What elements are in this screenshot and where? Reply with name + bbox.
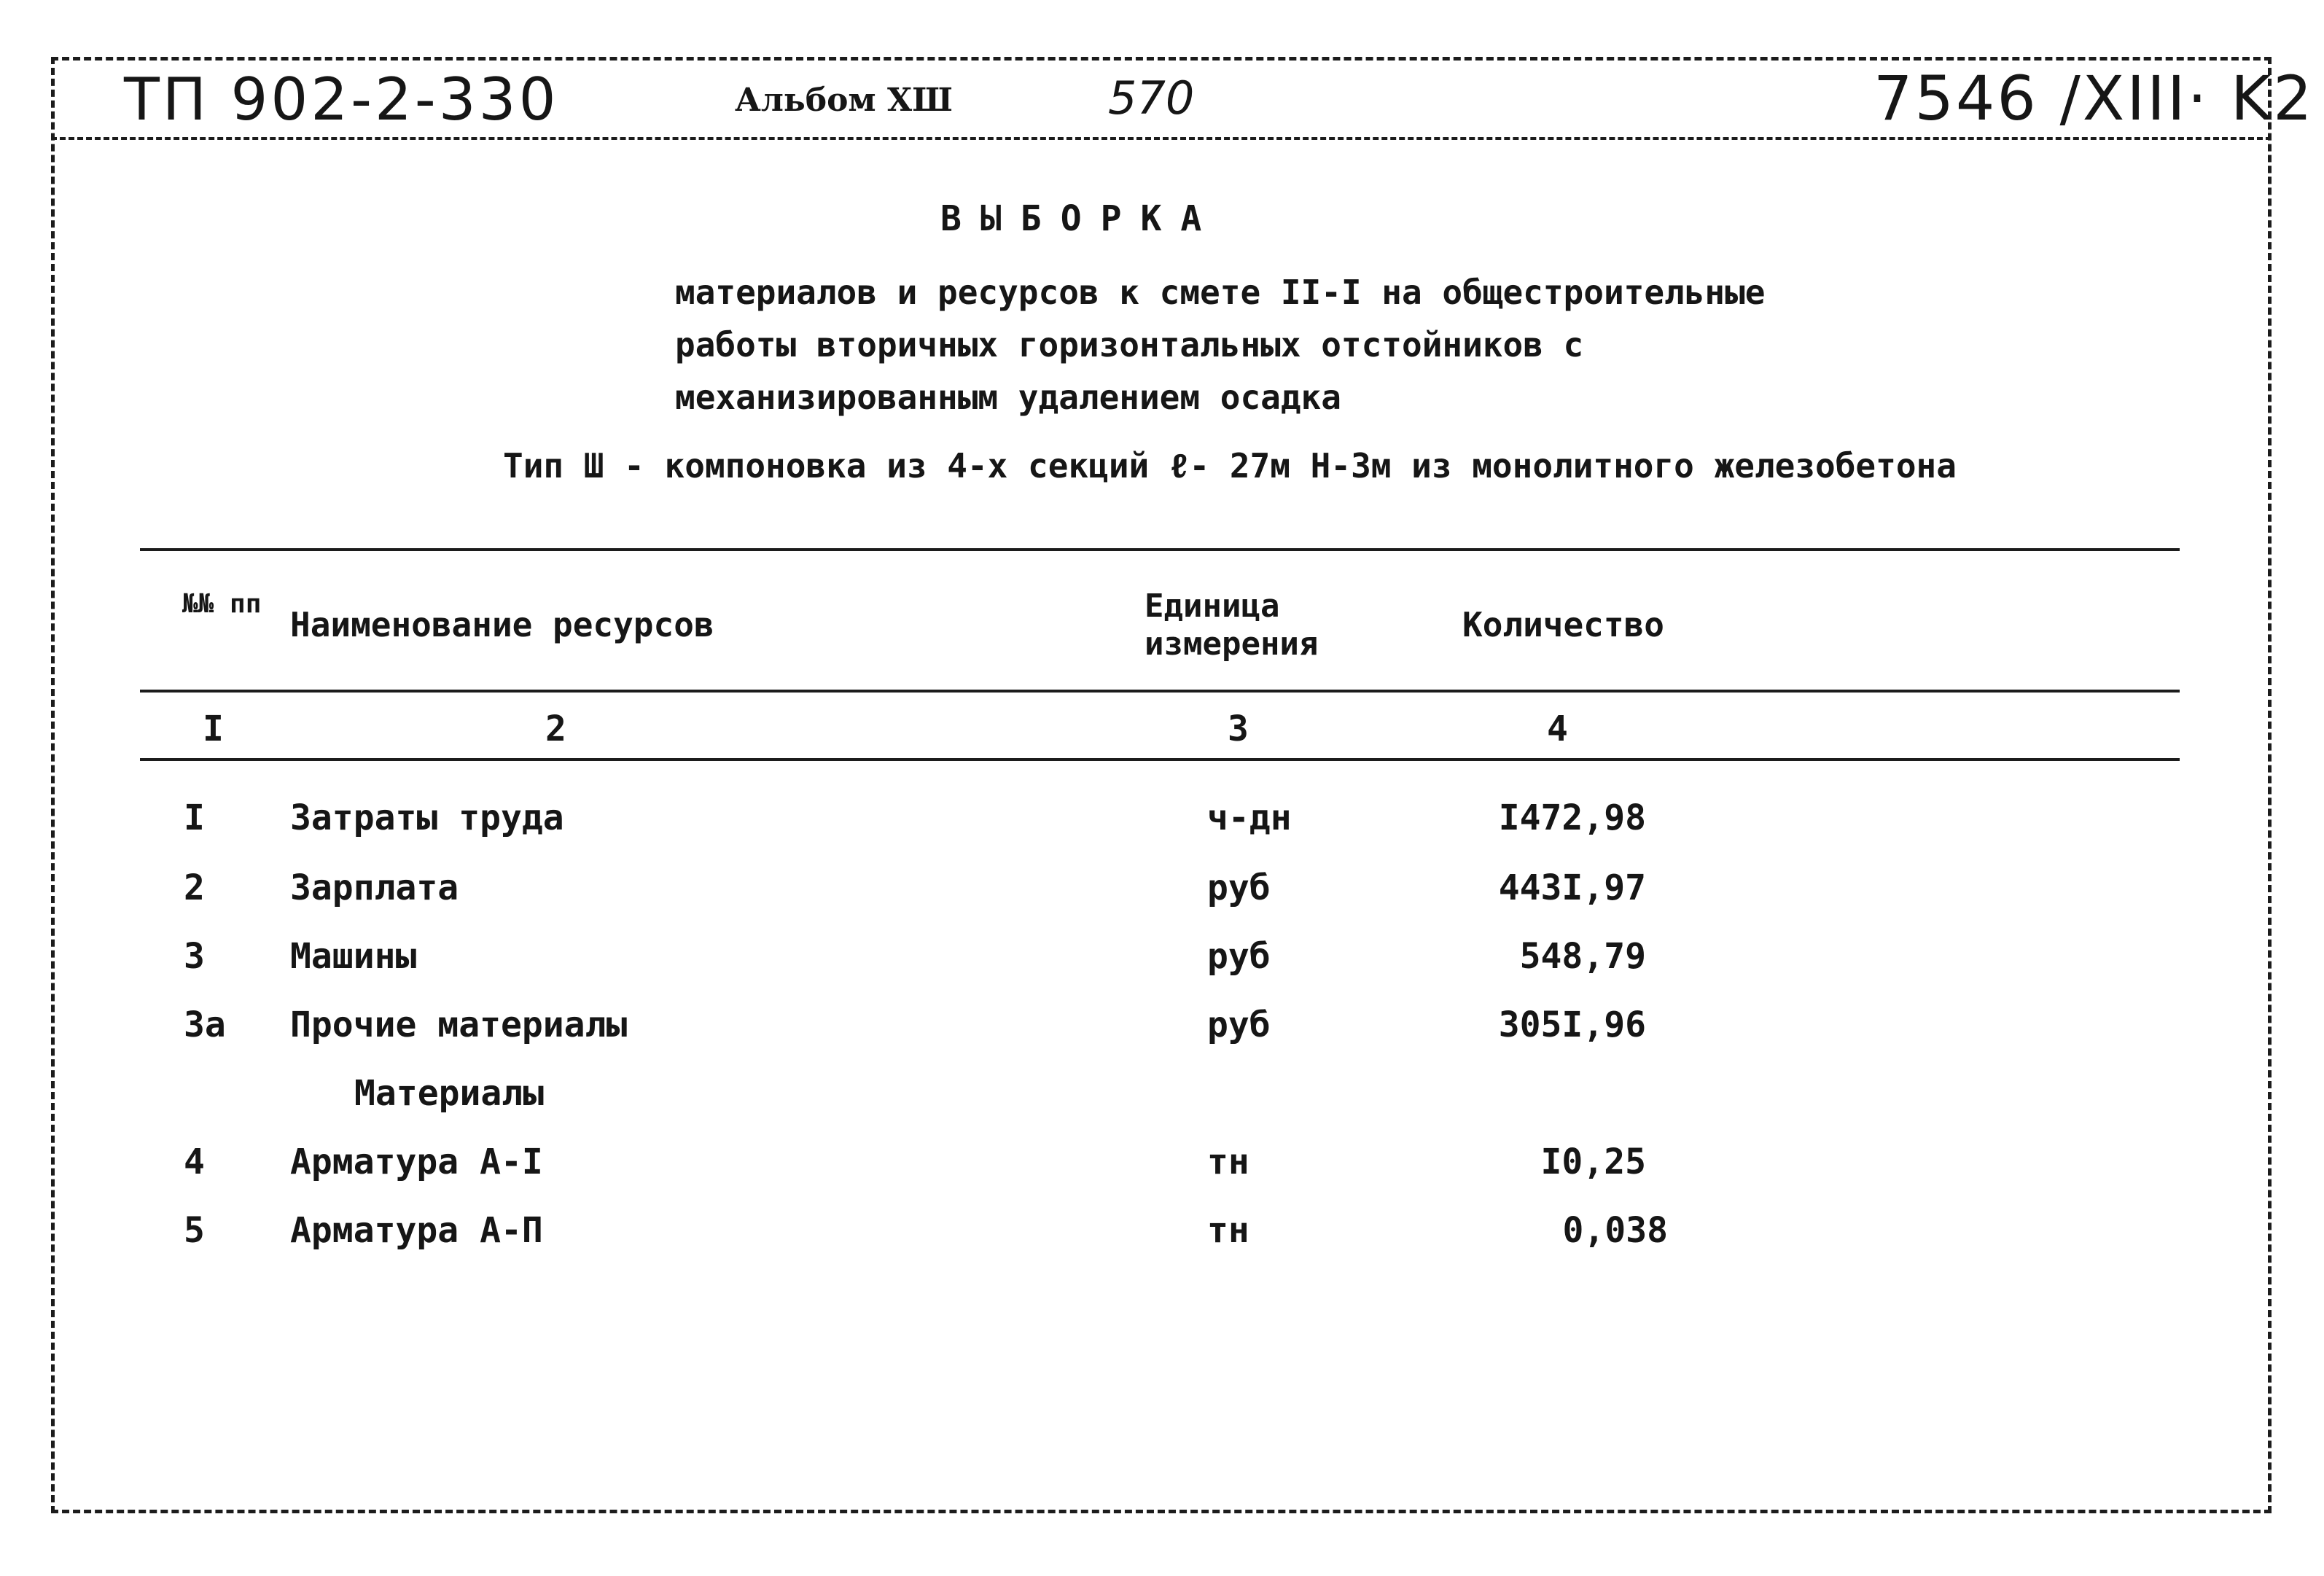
row-number: 4: [184, 1142, 205, 1182]
unit: тн: [1207, 1210, 1249, 1251]
resource-name: Арматура А-П: [290, 1210, 543, 1251]
header-quantity: Количество: [1462, 605, 1664, 644]
unit: руб: [1207, 867, 1271, 908]
unit: руб: [1207, 936, 1271, 977]
table-row: [0, 867, 2324, 918]
row-number: I: [184, 797, 205, 838]
header-unit: Единица измерения: [1145, 588, 1319, 663]
project-code: ТП 902-2-330: [124, 66, 559, 133]
table-row: [0, 1210, 2324, 1261]
subtitle-line-3: механизированным удалением осадка: [675, 378, 1341, 417]
header-number: №№ пп: [182, 589, 262, 619]
column-number: I: [203, 709, 224, 749]
resource-name: Зарплата: [290, 867, 459, 908]
row-number: 2: [184, 867, 205, 908]
row-number: 5: [184, 1210, 205, 1251]
resource-name: Прочие материалы: [290, 1004, 628, 1045]
table-colnum-rule: [140, 758, 2180, 761]
quantity: 443I,97: [1498, 867, 1646, 908]
quantity: 305I,96: [1498, 1004, 1646, 1045]
type-description: Тип Ш - компоновка из 4-х секций ℓ- 27м Н-3м из монолитного железобетона: [503, 446, 1957, 485]
table-row: [0, 797, 2324, 849]
header-name: Наименование ресурсов: [290, 605, 714, 644]
column-number: 4: [1547, 709, 1568, 749]
section-heading: Материалы: [354, 1073, 545, 1114]
row-number: 3: [184, 936, 205, 977]
unit: руб: [1207, 1004, 1271, 1045]
column-number: 3: [1228, 709, 1249, 749]
table-top-rule: [140, 548, 2180, 551]
table-row: [0, 1142, 2324, 1193]
quantity: 0,038: [1562, 1210, 1668, 1251]
table-row: [0, 1004, 2324, 1056]
column-number: 2: [545, 709, 566, 749]
unit: ч-дн: [1207, 797, 1292, 838]
subtitle-line-1: материалов и ресурсов к смете II-I на общестроительные: [675, 273, 1766, 312]
quantity: 548,79: [1519, 936, 1646, 977]
table-row: [0, 936, 2324, 987]
quantity: I0,25: [1540, 1142, 1646, 1182]
resource-name: Машины: [290, 936, 417, 977]
sheet-number: 570: [1108, 71, 1195, 125]
document-title: ВЫБОРКА: [940, 198, 1221, 239]
table-row: [0, 1073, 2324, 1124]
subtitle-line-2: работы вторичных горизонтальных отстойников с: [675, 325, 1584, 364]
reference-code: 7546 /XIII· K2: [1873, 63, 2315, 134]
stamp-divider: [51, 137, 2272, 140]
row-number: 3а: [184, 1004, 226, 1045]
quantity: I472,98: [1498, 797, 1646, 838]
resource-name: Арматура А-I: [290, 1142, 543, 1182]
resource-name: Затраты труда: [290, 797, 564, 838]
table-header-rule: [140, 690, 2180, 693]
album-label: Альбом XШ: [735, 82, 953, 119]
unit: тн: [1207, 1142, 1249, 1182]
